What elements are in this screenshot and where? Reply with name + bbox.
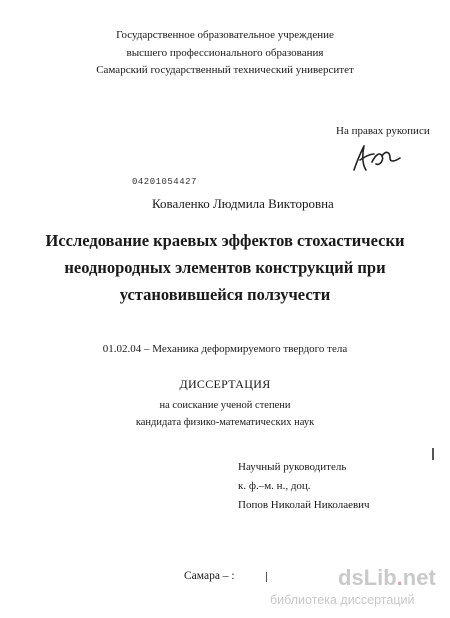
dslib-caption: библиотека диссертаций <box>270 593 415 607</box>
scan-mark <box>432 448 434 460</box>
dslib-logo: dsLib.net <box>338 565 436 590</box>
document-type: ДИССЕРТАЦИЯ <box>179 377 271 391</box>
scan-mark <box>266 572 267 582</box>
specialty-code: 01.02.04 – Механика деформируемого твердого тела <box>102 343 348 355</box>
advisor-degree: к. ф.–м. н., доц. <box>238 480 311 492</box>
degree-purpose-line-2: кандидата физико-математических наук <box>135 417 315 428</box>
title-line-1: Исследование краевых эффектов стохастически <box>45 231 405 250</box>
title-line-3: установившейся ползучести <box>119 285 331 304</box>
archive-code: 04201054427 <box>132 177 197 187</box>
city-year: Самара – : <box>184 570 235 582</box>
manuscript-rights-note: На правах рукописи <box>336 125 430 137</box>
title-line-2: неоднородных элементов конструкций при <box>64 258 386 277</box>
degree-purpose-line-1: на соискание ученой степени <box>159 400 291 411</box>
signature-image <box>348 140 408 180</box>
advisor-name: Попов Николай Николаевич <box>238 499 370 511</box>
institution-line-3: Самарский государственный технический университет <box>96 64 354 76</box>
institution-line-2: высшего профессионального образования <box>126 47 324 59</box>
institution-line-1: Государственное образовательное учреждение <box>116 29 334 41</box>
author-name: Коваленко Людмила Викторовна <box>152 196 334 211</box>
advisor-role: Научный руководитель <box>238 461 347 473</box>
